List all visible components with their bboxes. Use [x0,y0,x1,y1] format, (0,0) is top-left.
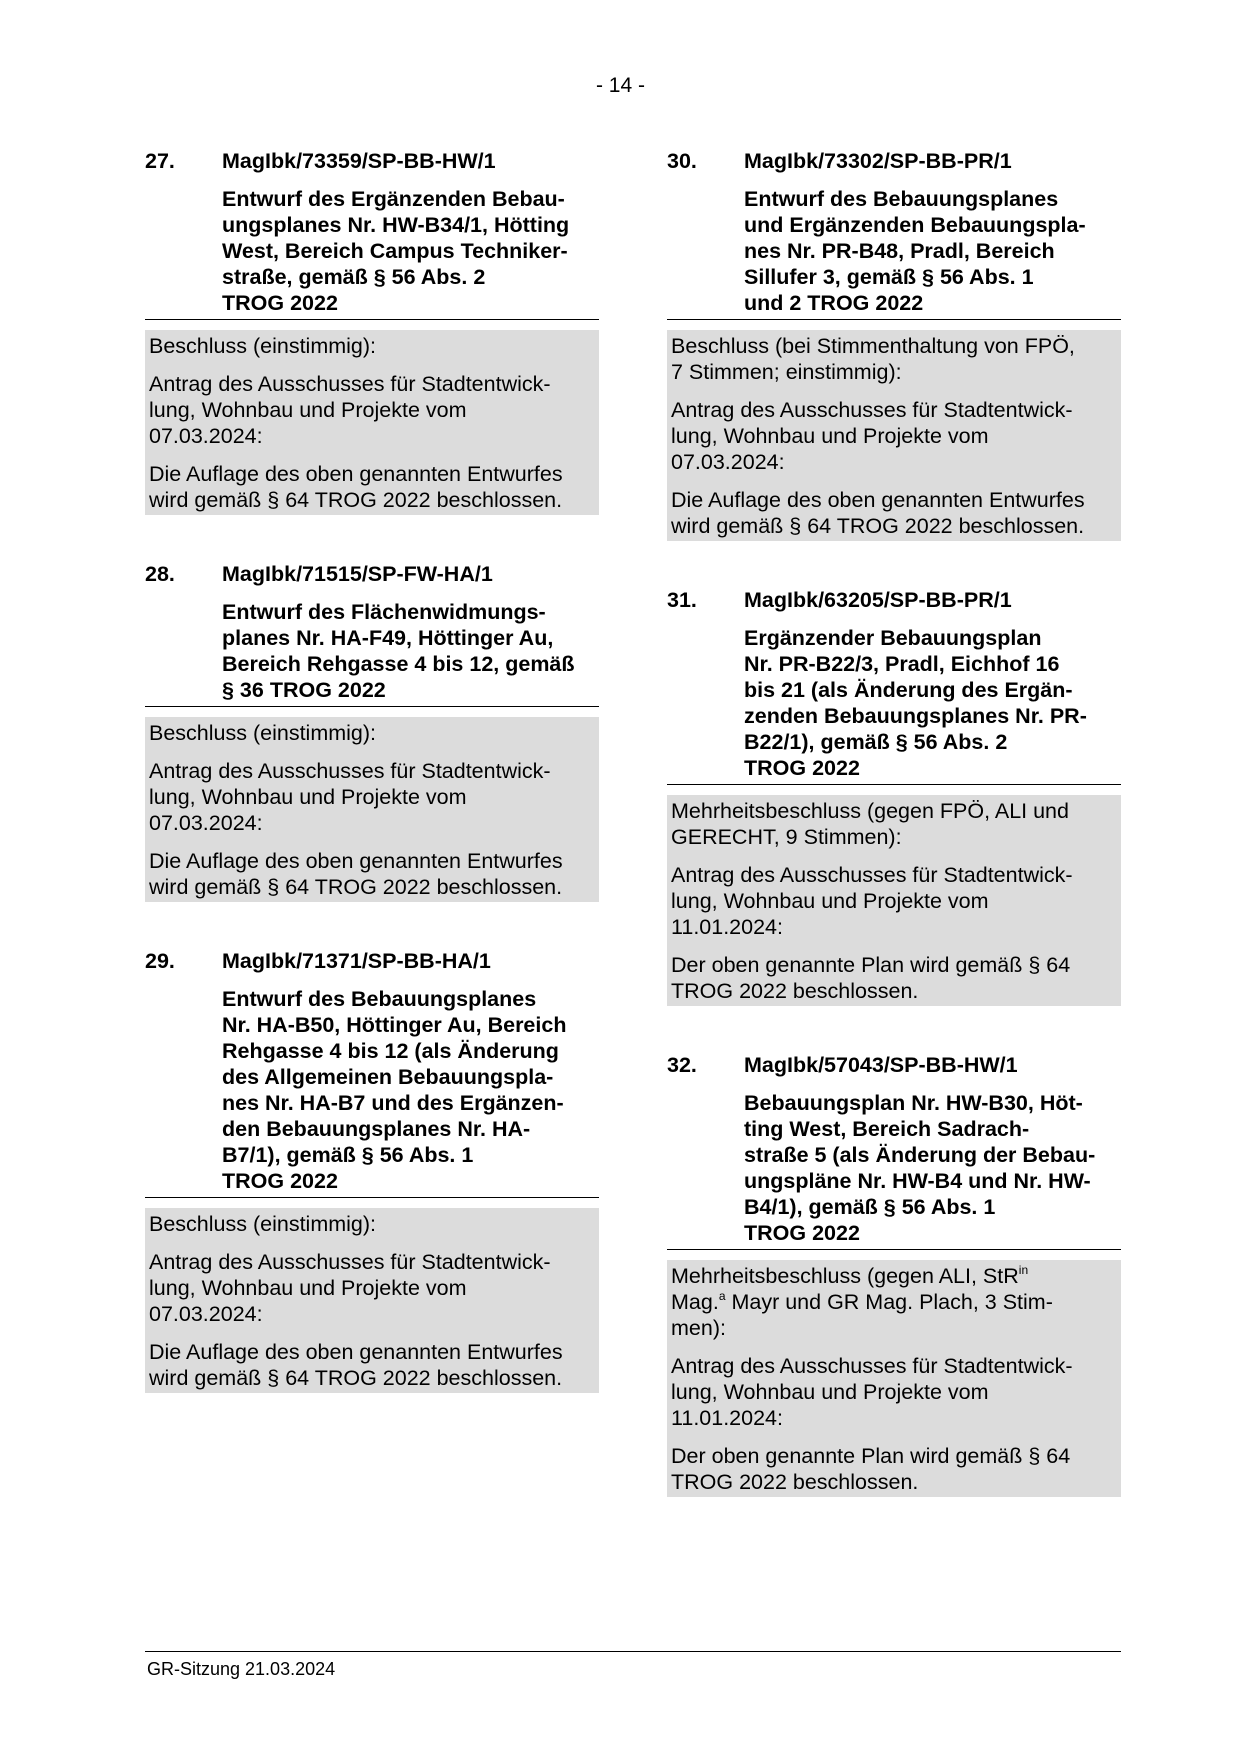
footer-text: GR-Sitzung 21.03.2024 [147,1659,336,1679]
agenda-item-29 [145,948,599,1393]
right-column [667,148,1121,1543]
item-title: Entwurf des Bebauungsplanes und Ergänzenden Bebauungspla- nes Nr. PR-B48, Pradl, Bereich Sillufer 3, gemäß § 56 Abs. 1 und 2 TROG 2022 [744,187,1086,315]
divider [145,1197,599,1198]
decision-text: Mehrheitsbeschluss (gegen ALI, StR$^{in}$ Mag.$^a$ Mayr und GR Mag. Plach, 3 Stim- men): [671,1263,1053,1340]
motion-text: Antrag des Ausschusses für Stadtentwick- lung, Wohnbau und Projekte vom 11.01.2024: [671,1354,1073,1430]
item-code: MagIbk/73302/SP-BB-PR/1 [744,149,1012,173]
motion-text: Antrag des Ausschusses für Stadtentwick- lung, Wohnbau und Projekte vom 07.03.2024: [671,398,1073,474]
result-text: Der oben genannte Plan wird gemäß § 64 TROG 2022 beschlossen. [671,1444,1071,1494]
decision-box [667,795,1121,1006]
footer-divider [145,1651,1121,1652]
decision-text: Beschluss (einstimmig): [149,721,376,745]
item-number: 31. [667,588,697,612]
result-text: Die Auflage des oben genannten Entwurfes wird gemäß § 64 TROG 2022 beschlossen. [149,462,563,512]
decision-box [145,717,599,902]
item-code: MagIbk/71371/SP-BB-HA/1 [222,949,491,973]
item-code: MagIbk/71515/SP-FW-HA/1 [222,562,493,586]
agenda-item-28 [145,561,599,902]
result-text: Die Auflage des oben genannten Entwurfes wird gemäß § 64 TROG 2022 beschlossen. [149,849,563,899]
divider [667,1249,1121,1250]
result-text: Der oben genannte Plan wird gemäß § 64 TROG 2022 beschlossen. [671,953,1071,1003]
page-number: - 14 - [595,74,645,97]
decision-box [145,330,599,515]
divider [145,319,599,320]
motion-text: Antrag des Ausschusses für Stadtentwick- lung, Wohnbau und Projekte vom 07.03.2024: [149,372,551,448]
decision-box [667,330,1121,541]
motion-text: Antrag des Ausschusses für Stadtentwick- lung, Wohnbau und Projekte vom 07.03.2024: [149,759,551,835]
left-column [145,148,599,1439]
divider [145,706,599,707]
agenda-item-32 [667,1052,1121,1497]
agenda-item-27 [145,148,599,515]
decision-text: Beschluss (einstimmig): [149,1212,376,1236]
item-number: 28. [145,562,175,586]
decision-box [145,1208,599,1393]
item-number: 27. [145,149,175,173]
result-text: Die Auflage des oben genannten Entwurfes wird gemäß § 64 TROG 2022 beschlossen. [149,1340,563,1390]
divider [667,784,1121,785]
motion-text: Antrag des Ausschusses für Stadtentwick- lung, Wohnbau und Projekte vom 07.03.2024: [149,1250,551,1326]
motion-text: Antrag des Ausschusses für Stadtentwick- lung, Wohnbau und Projekte vom 11.01.2024: [671,863,1073,939]
item-number: 32. [667,1053,697,1077]
divider [667,319,1121,320]
item-code: MagIbk/73359/SP-BB-HW/1 [222,149,496,173]
decision-box [667,1260,1121,1497]
item-number: 30. [667,149,697,173]
item-code: MagIbk/57043/SP-BB-HW/1 [744,1053,1018,1077]
decision-text: Beschluss (bei Stimmenthaltung von FPÖ, 7 Stimmen; einstimmig): [671,334,1075,384]
item-title: Entwurf des Ergänzenden Bebau- ungsplanes Nr. HW-B34/1, Hötting West, Bereich Campus Techniker- straße, gemäß § 56 Abs. 2 TROG 2022 [222,187,570,315]
item-code: MagIbk/63205/SP-BB-PR/1 [744,588,1012,612]
item-title: Ergänzender Bebauungsplan Nr. PR-B22/3, Pradl, Eichhof 16 bis 21 (als Änderung des Ergän- zenden Bebauungsplanes Nr. PR- B22/1), gemäß § 56 Abs. 2 TROG 2022 [744,626,1087,780]
item-number: 29. [145,949,175,973]
item-title: Entwurf des Bebauungsplanes Nr. HA-B50, Höttinger Au, Bereich Rehgasse 4 bis 12 (als Änderung des Allgemeinen Bebauungspla- nes Nr. HA-B7 und des Ergänzen- den Bebauungsplanes Nr. HA- B7/1), gemäß § 56 Abs. 1 TROG 2022 [222,987,567,1193]
result-text: Die Auflage des oben genannten Entwurfes wird gemäß § 64 TROG 2022 beschlossen. [671,488,1085,538]
item-title: Entwurf des Flächenwidmungs- planes Nr. HA-F49, Höttinger Au, Bereich Rehgasse 4 bis 12, gemäß § 36 TROG 2022 [222,600,575,702]
decision-text: Beschluss (einstimmig): [149,334,376,358]
decision-text: Mehrheitsbeschluss (gegen FPÖ, ALI und GERECHT, 9 Stimmen): [671,799,1069,849]
item-title: Bebauungsplan Nr. HW-B30, Höt- ting West, Bereich Sadrach- straße 5 (als Änderung der Bebau- ungspläne Nr. HW-B4 und Nr. HW- B4/1), gemäß § 56 Abs. 1 TROG 2022 [744,1091,1096,1245]
agenda-item-30 [667,148,1121,541]
agenda-item-31 [667,587,1121,1006]
